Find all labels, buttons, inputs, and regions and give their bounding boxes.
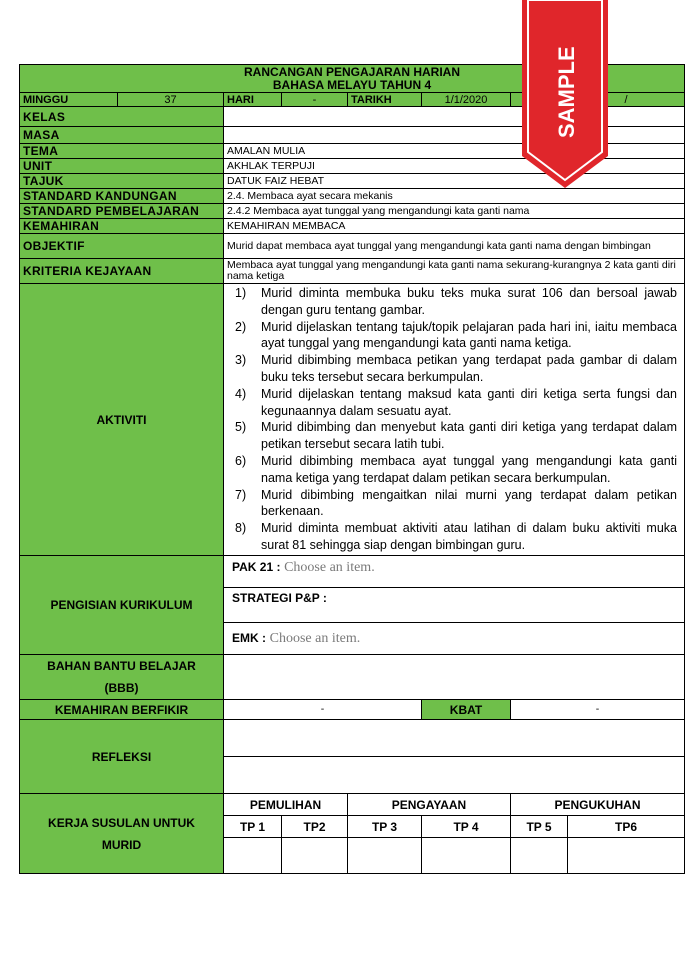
- aktiviti-list: [227, 285, 681, 554]
- aktiviti-item: [227, 520, 677, 554]
- aktiviti-item-number: 8): [235, 521, 247, 536]
- aktiviti-item-number: 2): [235, 319, 247, 334]
- tp3-value: [348, 838, 422, 874]
- aktiviti-item-number: 1): [235, 286, 247, 300]
- pak21-dropdown[interactable]: Choose an item.: [284, 560, 375, 575]
- tajuk-label: TAJUK: [20, 174, 224, 189]
- susulan-label-line-2: MURID: [101, 837, 142, 852]
- aktiviti-label: AKTIVITI: [20, 284, 224, 556]
- aktiviti-item: [227, 487, 677, 521]
- minggu-value: 37: [118, 93, 224, 107]
- aktiviti-item: [227, 352, 677, 386]
- sp-value: 2.4.2 Membaca ayat tunggal yang mengandungi kata ganti nama: [224, 204, 685, 219]
- minggu-label: MINGGU: [20, 93, 118, 107]
- extra-value: /: [568, 93, 685, 107]
- aktiviti-item-text: Murid dijelaskan tentang maksud kata ganti diri ketiga serta fungsi dan kegunaannya dalam sesuatu ayat.: [261, 386, 678, 418]
- emk-label: EMK :: [232, 631, 266, 645]
- aktiviti-item-number: 6): [235, 453, 247, 468]
- susulan-group-row: [20, 794, 685, 816]
- aktiviti-item-number: 5): [235, 420, 247, 435]
- hari-label: HARI: [224, 93, 282, 107]
- aktiviti-item-number: 3): [235, 353, 247, 368]
- refleksi-line-2: [224, 757, 685, 794]
- tp1-header: TP 1: [224, 816, 282, 838]
- aktiviti-item-text: Murid diminta membuat aktiviti atau latihan di dalam buku aktiviti muka surat 81 sehingga siap dengan bimbingan guru.: [261, 521, 678, 552]
- aktiviti-item-text: Murid dibimbing membaca petikan yang terdapat pada gambar di dalam buku teks tersebut secara berkumpulan.: [261, 353, 678, 384]
- tp6-header: TP6: [568, 816, 685, 838]
- sp-label: STANDARD PEMBELAJARAN: [20, 204, 224, 219]
- aktiviti-item-text: Murid dibimbing membaca ayat tunggal yang mengandungi kata ganti nama ketiga yang terdapat dalam petikan secara berkumpulan.: [261, 453, 678, 485]
- susulan-label-line-1: KERJA SUSULAN UNTUK: [48, 815, 195, 830]
- unit-value: AKHLAK TERPUJI: [224, 159, 685, 174]
- aktiviti-item: [227, 285, 677, 319]
- refleksi-line-1: [224, 720, 685, 757]
- sample-ribbon-watermark: [522, 0, 608, 188]
- sk-value: 2.4. Membaca ayat secara mekanis: [224, 189, 685, 204]
- masa-value: [224, 127, 685, 144]
- tarikh-value: 1/1/2020: [422, 93, 511, 107]
- aktiviti-item: [227, 319, 677, 353]
- tp6-value: [568, 838, 685, 874]
- tarikh-label: TARIKH: [348, 93, 422, 107]
- emk-cell: [224, 623, 685, 655]
- pengayaan-header: PENGAYAAN: [348, 794, 511, 816]
- strategi-label: STRATEGI P&P :: [232, 591, 327, 605]
- tp2-header: TP2: [282, 816, 348, 838]
- tp4-value: [422, 838, 511, 874]
- pengukuhan-header: PENGUKUHAN: [511, 794, 685, 816]
- unit-label: UNIT: [20, 159, 224, 174]
- bbb-label-line-2: (BBB): [104, 681, 139, 695]
- bbb-value: [224, 655, 685, 700]
- kemahiran-label: KEMAHIRAN: [20, 219, 224, 234]
- aktiviti-item-number: 7): [235, 487, 247, 502]
- emk-dropdown[interactable]: Choose an item.: [269, 631, 361, 646]
- objektif-label: OBJEKTIF: [20, 234, 224, 259]
- strategi-cell: [224, 588, 685, 623]
- title-line-2: BAHASA MELAYU TAHUN 4: [272, 77, 432, 92]
- susulan-label: [20, 794, 224, 874]
- objektif-row: [20, 234, 685, 259]
- tp5-header: TP 5: [511, 816, 568, 838]
- berfikir-row: [20, 700, 685, 720]
- tajuk-value: DATUK FAIZ HEBAT: [224, 174, 685, 189]
- kbat-label: KBAT: [422, 700, 511, 720]
- kemahiran-row: [20, 219, 685, 234]
- pemulihan-header: PEMULIHAN: [224, 794, 348, 816]
- aktiviti-item-text: Murid dijelaskan tentang tajuk/topik pelajaran pada hari ini, iaitu membaca ayat tunggal yang mengandungi kata ganti nama ketiga.: [261, 319, 678, 351]
- kriteria-row: [20, 259, 685, 284]
- objektif-value: Murid dapat membaca ayat tunggal yang mengandungi kata ganti nama dengan bimbingan: [224, 234, 685, 259]
- aktiviti-item-number: 4): [235, 386, 247, 401]
- berfikir-label: KEMAHIRAN BERFIKIR: [20, 700, 224, 720]
- aktiviti-item: [227, 453, 677, 487]
- tp5-value: [511, 838, 568, 874]
- berfikir-value: -: [224, 700, 422, 720]
- sk-row: [20, 189, 685, 204]
- ribbon-text: SAMPLE: [554, 46, 579, 138]
- aktiviti-row: [20, 284, 685, 556]
- kemahiran-value: KEMAHIRAN MEMBACA: [224, 219, 685, 234]
- aktiviti-item: [227, 386, 677, 420]
- masa-label: MASA: [20, 127, 224, 144]
- refleksi-row-1: [20, 720, 685, 757]
- refleksi-label: REFLEKSI: [20, 720, 224, 794]
- kurikulum-label: PENGISIAN KURIKULUM: [20, 556, 224, 655]
- kriteria-label: KRITERIA KEJAYAAN: [20, 259, 224, 284]
- hari-value: -: [282, 93, 348, 107]
- tp2-value: [282, 838, 348, 874]
- tema-value: AMALAN MULIA: [224, 144, 685, 159]
- aktiviti-item-text: Murid diminta membuka buku teks muka surat 106 dan bersoal jawab dengan guru tentang gambar.: [261, 286, 678, 317]
- sk-label: STANDARD KANDUNGAN: [20, 189, 224, 204]
- bbb-row: [20, 655, 685, 700]
- title-line-1: RANCANGAN PENGAJARAN HARIAN: [244, 64, 461, 79]
- kurikulum-pak-row: [20, 556, 685, 588]
- sp-row: [20, 204, 685, 219]
- aktiviti-item: [227, 419, 677, 453]
- kriteria-value: Membaca ayat tunggal yang mengandungi kata ganti nama sekurang-kurangnya 2 kata ganti diri nama ketiga: [224, 259, 685, 284]
- kelas-value: [224, 107, 685, 127]
- tp1-value: [224, 838, 282, 874]
- aktiviti-list-cell: [224, 284, 685, 556]
- pak21-cell: [224, 556, 685, 588]
- tema-label: TEMA: [20, 144, 224, 159]
- bbb-label: [20, 655, 224, 700]
- kbat-value: -: [511, 700, 685, 720]
- tp3-header: TP 3: [348, 816, 422, 838]
- kelas-label: KELAS: [20, 107, 224, 127]
- pak21-label: PAK 21 :: [232, 560, 281, 574]
- aktiviti-item-text: Murid dibimbing mengaitkan nilai murni yang terdapat dalam petikan berkenaan.: [261, 487, 678, 519]
- aktiviti-item-text: Murid dibimbing dan menyebut kata ganti diri ketiga yang terdapat dalam petikan tersebut secara latih tubi.: [261, 420, 678, 452]
- tp4-header: TP 4: [422, 816, 511, 838]
- bbb-label-line-1: BAHAN BANTU BELAJAR: [47, 659, 196, 673]
